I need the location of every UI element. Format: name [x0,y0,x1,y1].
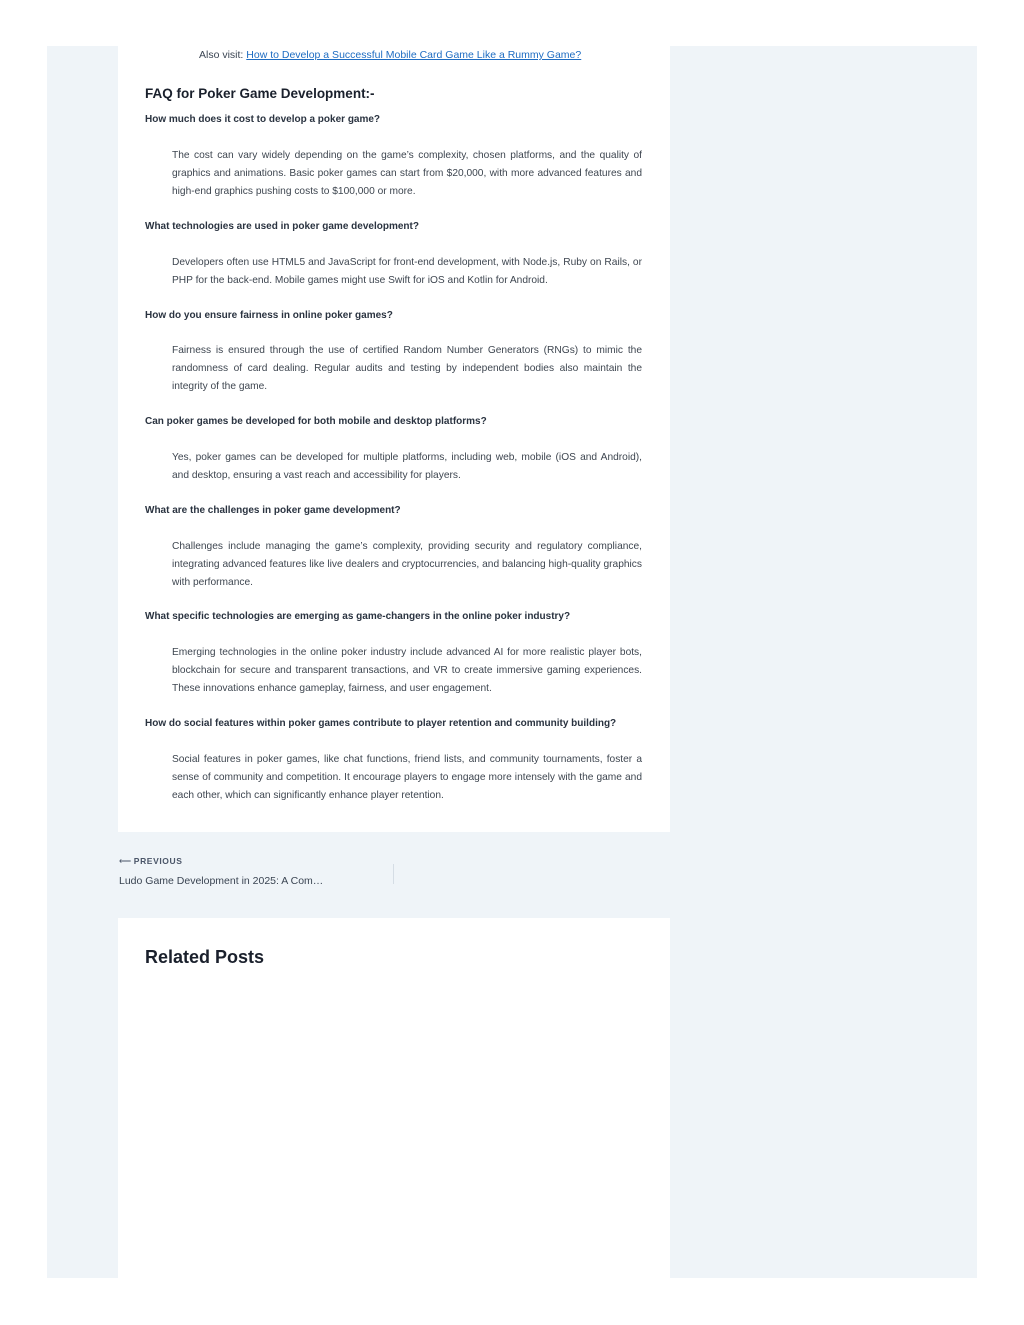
related-posts-card [118,918,670,1278]
also-visit-line [199,49,581,61]
previous-post-title: Ludo Game Development in 2025: A Com… [119,875,324,887]
nav-divider [393,864,394,884]
faq-question: Can poker games be developed for both mobile and desktop platforms? [145,416,487,427]
faq-answer: Challenges include managing the game’s complexity, providing security and regulatory compliance, integrating advanced features like live dealers and cryptocurrencies, and balancing high-quality graphics with performance. [172,541,642,588]
faq-question: How do you ensure fairness in online poker games? [145,310,393,321]
faq-question: What technologies are used in poker game development? [145,221,419,232]
faq-question: What specific technologies are emerging as game-changers in the online poker industry? [145,611,571,622]
previous-label-text: PREVIOUS [133,856,183,866]
faq-question: What are the challenges in poker game development? [145,505,401,516]
faq-answer: Social features in poker games, like chat functions, friend lists, and community tournaments, foster a sense of community and competition. It encourage players to engage more intensely with the game and each other, which can significantly enhance player retention. [172,754,642,801]
also-visit-link[interactable]: How to Develop a Successful Mobile Card Game Like a Rummy Game? [246,49,582,61]
faq-answer: Emerging technologies in the online poker industry include advanced AI for more realistic player bots, blockchain for secure and transparent transactions, and VR to create immersive gaming experiences. These innovations enhance gameplay, fairness, and user engagement. [172,647,642,694]
arrow-left-icon: ⟵ [119,856,132,866]
faq-heading: FAQ for Poker Game Development:- [145,86,375,101]
faq-answer: The cost can vary widely depending on the game’s complexity, chosen platforms, and the quality of graphics and animations. Basic poker games can start from $20,000, with more advanced features and high-end graphics pushing costs to $100,000 or more. [172,150,642,197]
post-navigation [118,852,670,896]
previous-label [119,856,183,867]
faq-question: How much does it cost to develop a poker game? [145,114,381,125]
faq-answer: Yes, poker games can be developed for multiple platforms, including web, mobile (iOS and Android), and desktop, ensuring a vast reach and accessibility for players. [172,452,642,481]
faq-answer: Fairness is ensured through the use of certified Random Number Generators (RNGs) to mimic the randomness of card dealing. Regular audits and testing by independent bodies also maintain the integrity of the game. [172,345,642,392]
faq-question: How do social features within poker games contribute to player retention and community building? [145,718,617,729]
faq-answer: Developers often use HTML5 and JavaScript for front-end development, with Node.js, Ruby on Rails, or PHP for the back-end. Mobile games might use Swift for iOS and Kotlin for Android. [172,257,642,286]
also-visit-prefix: Also visit: [199,49,244,61]
related-posts-heading: Related Posts [145,947,265,967]
